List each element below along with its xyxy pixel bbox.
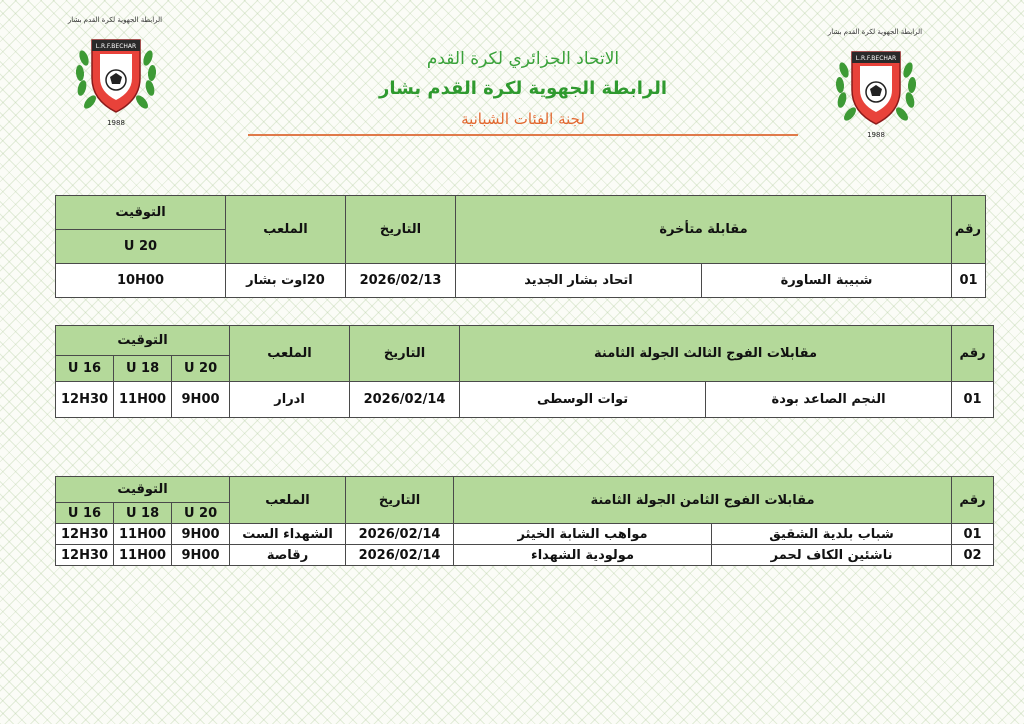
federation-title: الاتحاد الجزائري لكرة القدم (426, 49, 620, 69)
col-header-time: التوقيت (56, 477, 230, 503)
match-stadium: رقاصة (230, 545, 346, 566)
time-u18: 11H00 (114, 545, 172, 566)
svg-text:1988: 1988 (107, 119, 125, 127)
col-header-date: التاريخ (350, 326, 460, 382)
category-u18: U 18 (114, 503, 172, 524)
league-title: الرابطة الجهوية لكرة القدم بشار (378, 78, 668, 99)
away-team: مولودية الشهداء (454, 545, 712, 566)
time-u20: 9H00 (172, 524, 230, 545)
category-u16: U 16 (56, 503, 114, 524)
category-u20: U 20 (172, 356, 230, 382)
match-number: 02 (952, 545, 994, 566)
time-u20: 9H00 (172, 545, 230, 566)
table-row (56, 545, 994, 566)
time-u16: 12H30 (56, 545, 114, 566)
away-team: توات الوسطى (460, 382, 706, 418)
group3-round8-table (55, 325, 994, 418)
delayed-match-table (55, 195, 986, 298)
away-team: اتحاد بشار الجديد (456, 264, 702, 298)
category-u20: U 20 (172, 503, 230, 524)
home-team: شبيبة الساورة (702, 264, 952, 298)
col-header-date: التاريخ (346, 196, 456, 264)
category-u18: U 18 (114, 356, 172, 382)
time-u18: 11H00 (114, 524, 172, 545)
col-header-match: مقابلات الفوج الثامن الجولة الثامنة (454, 477, 952, 524)
away-team: مواهب الشابة الخيثر (454, 524, 712, 545)
col-header-number: رقم (952, 326, 994, 382)
match-number: 01 (952, 524, 994, 545)
col-header-number: رقم (952, 196, 986, 264)
league-crest-icon (830, 40, 922, 140)
time-u18: 11H00 (114, 382, 172, 418)
col-header-match: مقابلات الفوج الثالث الجولة الثامنة (460, 326, 952, 382)
logo-caption: الرابطة الجهوية لكرة القدم بشار (67, 16, 163, 24)
category-u16: U 16 (56, 356, 114, 382)
col-header-date: التاريخ (346, 477, 454, 524)
match-stadium: الشهداء الست (230, 524, 346, 545)
home-team: النجم الصاعد بودة (706, 382, 952, 418)
category-u20: U 20 (56, 230, 226, 264)
match-date: 2026/02/14 (346, 545, 454, 566)
time-u20: 9H00 (172, 382, 230, 418)
home-team: ناشئين الكاف لحمر (712, 545, 952, 566)
col-header-stadium: الملعب (230, 477, 346, 524)
match-stadium: ادرار (230, 382, 350, 418)
group8-round8-table (55, 476, 994, 566)
match-number: 01 (952, 382, 994, 418)
table-row (56, 524, 994, 545)
col-header-time: التوقيت (56, 196, 226, 230)
logo-caption: الرابطة الجهوية لكرة القدم بشار (827, 28, 923, 36)
page-header (248, 48, 798, 136)
svg-text:L.R.F.BECHAR: L.R.F.BECHAR (855, 55, 897, 62)
match-stadium: 20اوت بشار (226, 264, 346, 298)
match-number: 01 (952, 264, 986, 298)
col-header-match: مقابلة متأخرة (456, 196, 952, 264)
league-logo-left (60, 16, 170, 131)
kickoff-time: 10H00 (56, 264, 226, 298)
svg-text:1988: 1988 (867, 131, 885, 139)
match-date: 2026/02/14 (346, 524, 454, 545)
svg-text:L.R.F.BECHAR: L.R.F.BECHAR (95, 43, 137, 50)
col-header-stadium: الملعب (230, 326, 350, 382)
col-header-time: التوقيت (56, 326, 230, 356)
home-team: شباب بلدية الشقيق (712, 524, 952, 545)
header-divider (248, 134, 798, 136)
col-header-number: رقم (952, 477, 994, 524)
time-u16: 12H30 (56, 524, 114, 545)
committee-title: لجنة الفئات الشبانية (461, 110, 585, 128)
league-logo-right (820, 28, 930, 143)
league-crest-icon (70, 28, 162, 128)
match-date: 2026/02/14 (350, 382, 460, 418)
col-header-stadium: الملعب (226, 196, 346, 264)
time-u16: 12H30 (56, 382, 114, 418)
match-date: 2026/02/13 (346, 264, 456, 298)
